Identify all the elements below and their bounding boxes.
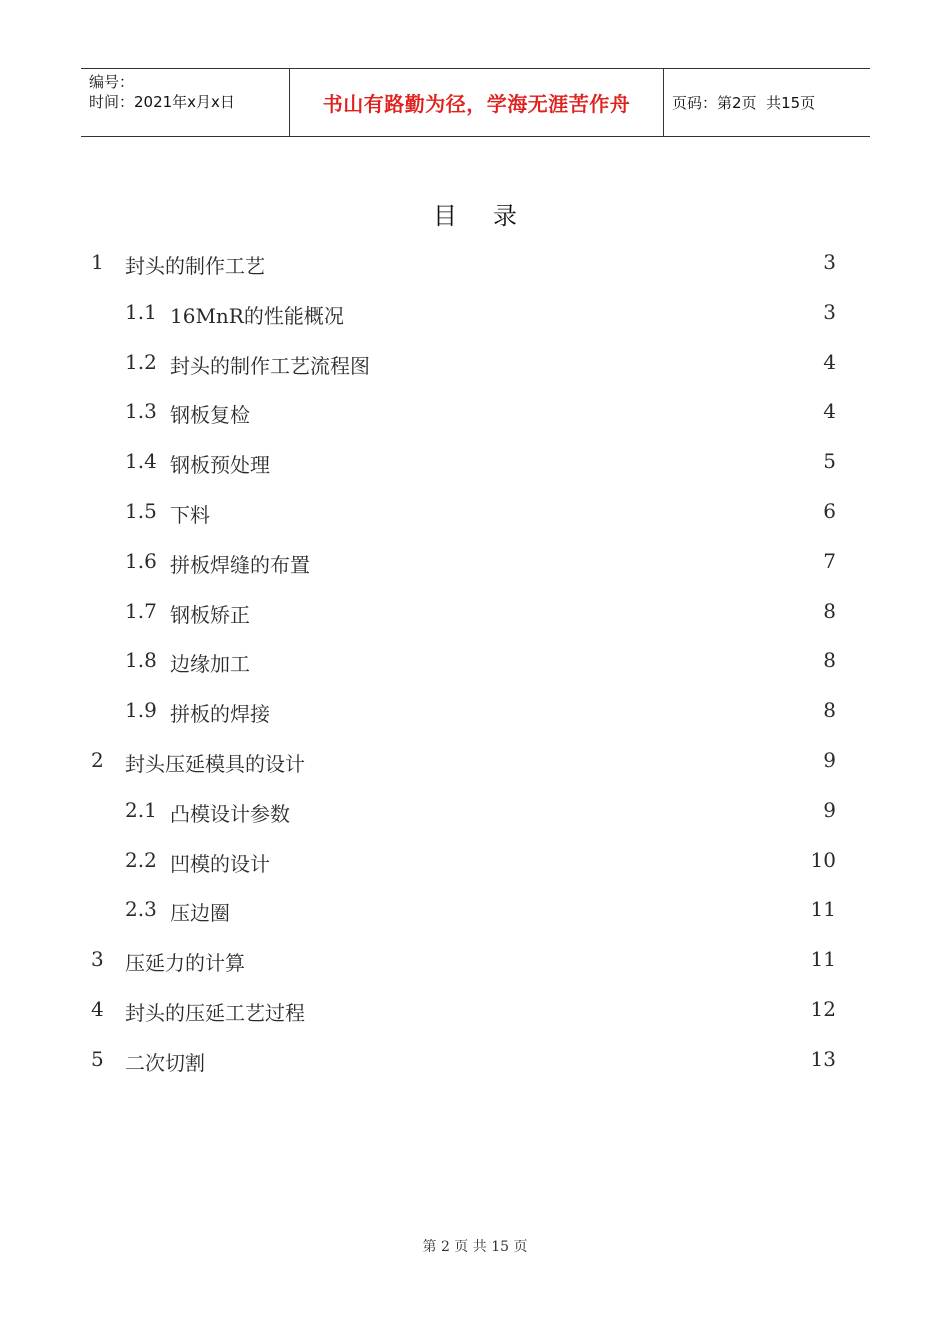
toc-entry-title: 封头的制作工艺 xyxy=(125,254,265,278)
toc-entry-page: 12 xyxy=(810,996,836,1021)
toc-entry-page: 11 xyxy=(810,947,836,972)
toc-entry-title: 下料 xyxy=(170,502,210,527)
toc-entry[interactable] xyxy=(0,487,950,537)
toc-entry-page: 7 xyxy=(823,548,836,573)
toc-entry[interactable] xyxy=(0,736,950,786)
toc-entry-number: 2.1 xyxy=(125,797,157,822)
header-motto: 书山有路勤为径，学海无涯苦作舟 xyxy=(290,69,664,136)
toc-entry-page: 5 xyxy=(823,449,836,474)
toc-entry-page: 8 xyxy=(823,648,836,673)
toc-entry-number: 1.8 xyxy=(125,648,157,673)
toc-entry-title: 二次切割 xyxy=(125,1050,205,1075)
toc-entry-number: 1.6 xyxy=(125,548,157,573)
toc-entry-page: 3 xyxy=(823,250,836,274)
toc-entry-page: 4 xyxy=(823,349,836,374)
toc-entry-title: 钢板复检 xyxy=(170,403,250,428)
toc-entry-number: 2.3 xyxy=(125,897,157,922)
toc-entry-number: 1.1 xyxy=(125,299,157,324)
toc-entry-title: 封头的制作工艺流程图 xyxy=(170,353,370,378)
toc-title: 目录 xyxy=(433,202,553,230)
toc-entry-title: 拼板的焊接 xyxy=(170,702,270,727)
toc-entry-number: 4 xyxy=(91,996,104,1021)
toc-entry-page: 4 xyxy=(823,399,836,424)
document-date: 时间：2021年x月x日 xyxy=(89,93,235,111)
toc-entry-number: 3 xyxy=(91,947,104,972)
toc-entry[interactable] xyxy=(0,836,950,886)
toc-entry-number: 2.2 xyxy=(125,847,157,872)
toc-entry[interactable] xyxy=(0,885,950,935)
toc-entry-title: 封头的压延工艺过程 xyxy=(125,1000,305,1025)
toc-entry[interactable] xyxy=(0,1035,950,1085)
toc-entry-number: 1 xyxy=(91,250,104,274)
document-number-label: 编号： xyxy=(89,73,135,91)
toc-entry[interactable] xyxy=(0,686,950,736)
toc-entry[interactable] xyxy=(0,387,950,437)
toc-entry[interactable] xyxy=(0,587,950,637)
toc-entry-number: 1.3 xyxy=(125,399,157,424)
toc-entry[interactable] xyxy=(0,338,950,388)
toc-entry[interactable] xyxy=(0,985,950,1035)
toc-entry-title: 钢板矫正 xyxy=(170,602,250,627)
toc-entry-page: 6 xyxy=(823,498,836,523)
toc-entry-title: 钢板预处理 xyxy=(170,453,270,478)
toc-entry-number: 1.9 xyxy=(125,698,157,723)
toc-entry-page: 13 xyxy=(810,1046,836,1071)
toc-entry-title: 16MnR的性能概况 xyxy=(170,303,344,328)
toc-entry-page: 10 xyxy=(810,847,836,872)
toc-entry[interactable] xyxy=(0,437,950,487)
toc-entry[interactable] xyxy=(0,636,950,686)
toc-entry-title: 拼板焊缝的布置 xyxy=(170,552,310,577)
toc-entry[interactable] xyxy=(0,786,950,836)
toc-entry-page: 9 xyxy=(823,747,836,772)
toc-entry-page: 9 xyxy=(823,797,836,822)
toc-entry-number: 1.4 xyxy=(125,449,157,474)
toc-entry-page: 3 xyxy=(823,299,836,324)
toc-entry-number: 5 xyxy=(91,1046,104,1071)
toc-entry-number: 2 xyxy=(91,747,104,772)
toc-entry-title: 压边圈 xyxy=(170,901,230,926)
page-header xyxy=(81,68,870,137)
toc-entry-title: 边缘加工 xyxy=(170,652,250,677)
table-of-contents xyxy=(0,238,950,1085)
toc-entry-title: 凸模设计参数 xyxy=(170,801,290,826)
header-meta xyxy=(81,69,290,136)
toc-entry-title: 压延力的计算 xyxy=(125,951,245,976)
toc-entry-number: 1.7 xyxy=(125,598,157,623)
toc-entry-number: 1.5 xyxy=(125,498,157,523)
toc-entry[interactable] xyxy=(0,935,950,985)
toc-entry-page: 8 xyxy=(823,598,836,623)
toc-entry[interactable] xyxy=(0,537,950,587)
toc-entry-title: 凹模的设计 xyxy=(170,851,270,876)
toc-entry[interactable] xyxy=(0,238,950,288)
toc-entry-number: 1.2 xyxy=(125,349,157,374)
toc-entry-page: 8 xyxy=(823,698,836,723)
toc-entry-title: 封头压延模具的设计 xyxy=(125,751,305,776)
toc-entry[interactable] xyxy=(0,288,950,338)
header-page-info: 页码：第2页 共15页 xyxy=(672,94,816,112)
page-footer: 第 2 页 共 15 页 xyxy=(422,1239,528,1255)
toc-entry-page: 11 xyxy=(810,897,836,922)
